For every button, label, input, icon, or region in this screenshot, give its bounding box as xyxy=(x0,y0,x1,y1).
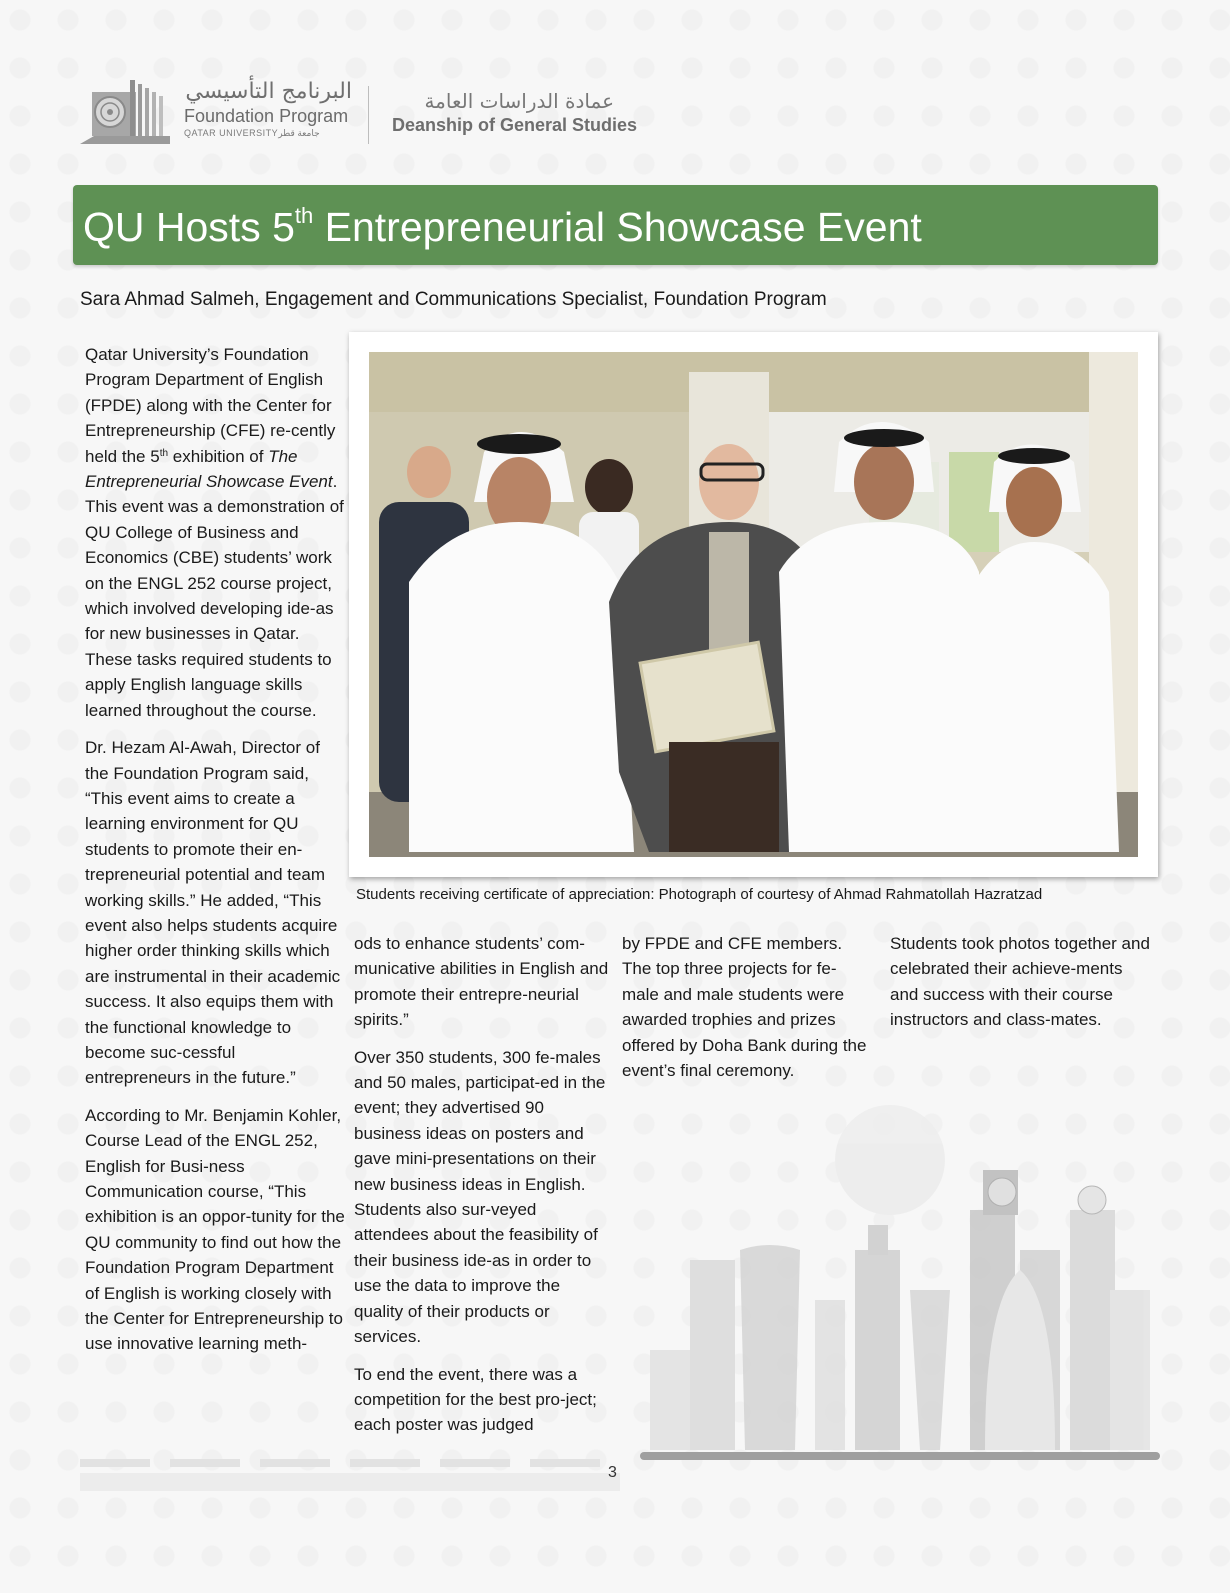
photo-frame xyxy=(349,332,1158,877)
text-column-4 xyxy=(890,931,1150,1045)
deanship-logo xyxy=(392,88,637,136)
doha-skyline-illustration xyxy=(640,1100,1160,1470)
paragraph xyxy=(85,342,345,723)
article-title xyxy=(83,203,922,251)
paragraph: Over 350 students, 300 fe-males and 50 males, participat-ed in the event; they advertised 90 business ideas on posters and gave mini-presentations on their new business ideas in English. Students also sur-veyed attendees about the feasibility of their business ide-as in order to use the data to improve the quality of their products or services. xyxy=(354,1047,606,1347)
paragraph: To end the event, there was a competition for the best pro-ject; each poster was judged xyxy=(354,1364,597,1435)
superscript: th xyxy=(159,447,169,459)
header-divider xyxy=(368,86,369,144)
paragraph: Dr. Hezam Al-Awah, Director of the Foundation Program said, “This event aims to create a learning environment for QU students to promote their en-trepreneurial potential and team working skills.” He added, “This event also helps students acquire higher order thinking skills which are instrumental in their academic success. It also equips them with the functional knowledge to become suc-cessful entrepreneurs in the future.” xyxy=(85,738,341,1088)
title-part: QU Hosts 5 xyxy=(83,204,295,250)
text-column-3 xyxy=(622,931,872,1095)
paragraph: by FPDE and CFE members. The top three projects for fe-male and male students were awarded trophies and prizes offered by Doha Bank during the event’s final ceremony. xyxy=(622,934,867,1081)
deanship-arabic: عمادة الدراسات العامة xyxy=(424,89,614,113)
deanship-english: Deanship of General Studies xyxy=(392,115,638,135)
page-number: 3 xyxy=(608,1464,617,1481)
photo-caption: Students receiving certificate of appreciation: Photograph of courtesy of Ahmad Rahmatollah Hazratzad xyxy=(356,886,1043,903)
title-superscript: th xyxy=(294,203,314,228)
author-line: Sara Ahmad Salmeh, Engagement and Communications Specialist, Foundation Program xyxy=(80,289,827,310)
foundation-program-arabic: البرنامج التأسيسي xyxy=(185,79,352,104)
paragraph: According to Mr. Benjamin Kohler, Course Lead of the ENGL 252, English for Busi-ness Communication course, “This exhibition is an oppor-tunity for the QU community to find out how the Foundation Program Department of English is working closely with the Center for Entrepreneurship to use innovative learning meth- xyxy=(85,1105,345,1354)
paragraph: Students took photos together and celebrated their achieve-ments and success with their course instructors and class-mates. xyxy=(890,934,1150,1030)
event-photo xyxy=(369,352,1138,857)
qatar-university-label xyxy=(184,126,352,140)
street-decoration xyxy=(80,1455,1160,1495)
foundation-program-logo xyxy=(80,78,350,146)
qu-building-icon xyxy=(80,78,170,144)
text: . This event was a demonstration of QU College of Business and Economics (CBE) students’ work on the ENGL 252 course project, which involved developing ide-as for new businesses in Qatar. These tasks required students to apply English language skills learned throughout the course. xyxy=(85,472,344,720)
photo-illustration xyxy=(369,352,1138,857)
foundation-program-text xyxy=(184,78,352,140)
text-column-1 xyxy=(85,342,345,1369)
title-banner xyxy=(73,185,1158,265)
paragraph: ods to enhance students’ com-municative abilities in English and promote their entrepre-neurial spirits.” xyxy=(354,934,609,1030)
title-part: Entrepreneurial Showcase Event xyxy=(313,204,922,250)
qatar-university-english: QATAR UNIVERSITY xyxy=(184,128,279,138)
event-name-italic: The Entrepreneurial Showcase Event xyxy=(85,446,333,492)
text-column-2 xyxy=(354,931,612,1450)
text: Qatar University’s Foundation Program Department of English (FPDE) along with the Center for Entrepreneurship (CFE) re-cently held the 5 xyxy=(85,345,336,466)
qatar-university-arabic: جامعة قطر xyxy=(278,128,320,138)
text: exhibition of xyxy=(168,446,269,466)
foundation-program-english: Foundation Program xyxy=(184,106,349,126)
